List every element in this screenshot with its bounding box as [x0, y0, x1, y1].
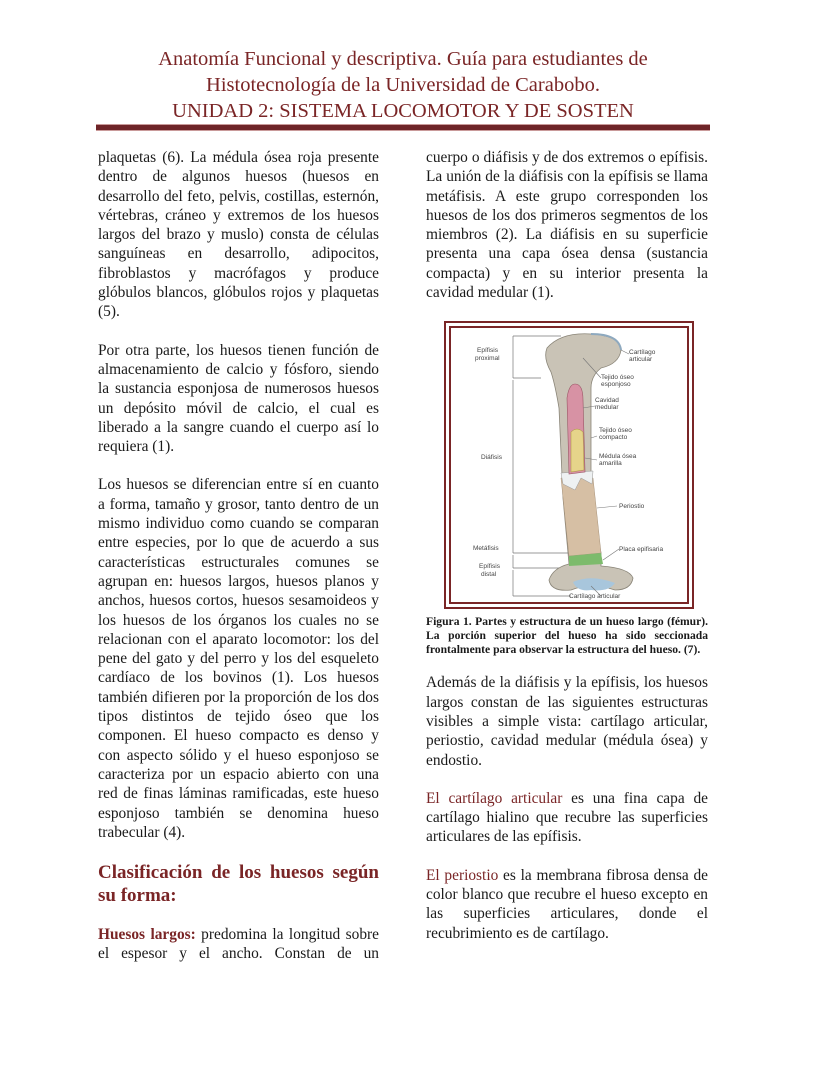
label-epifisis-distal: Epífisis	[479, 563, 500, 571]
label-periostio: Periostio	[619, 503, 645, 511]
figure-frame	[449, 326, 689, 604]
right-column	[426, 148, 708, 962]
label-epifisis-proximal: Epífisis	[477, 347, 498, 355]
section-heading-clasificacion: Clasificación de los huesos según su forma:	[98, 862, 379, 907]
term-cartilago-articular: El cartílago articular	[426, 789, 563, 807]
paragraph-periostio	[426, 866, 708, 943]
svg-text:amarilla: amarilla	[599, 460, 622, 468]
paragraph-almacenamiento-calcio: Por otra parte, los huesos tienen función de almacenamiento de calcio y fósforo, siendo la sustancia esponjosa de numerosos huesos un depósito móvil de calcio, el cual es liberado a la sangre cuando el cuerpo así lo requiera (1).	[98, 341, 379, 456]
header-title-line-2: Histotecnología de la Universidad de Carabobo.	[206, 74, 600, 96]
term-periostio: El periostio	[426, 866, 499, 884]
header-title-line-1: Anatomía Funcional y descriptiva. Guía para estudiantes de	[158, 48, 648, 70]
svg-text:esponjoso: esponjoso	[601, 381, 631, 389]
svg-text:distal: distal	[481, 571, 497, 579]
figure-caption: Figura 1. Partes y estructura de un hueso largo (fémur). La porción superior del hueso ha sido seccionada frontalmente para observar la estructura del hueso. (7).	[426, 615, 708, 657]
paragraph-estructuras-visibles: Además de la diáfisis y la epífisis, los huesos largos constan de las siguientes estructuras visibles a simple vista: cartílago articular, periostio, cavidad medular (médula ósea) y endostio.	[426, 674, 708, 769]
label-medula-amarilla: Médula ósea	[599, 453, 637, 461]
header-unit-title: UNIDAD 2: SISTEMA LOCOMOTOR Y DE SOSTEN	[172, 100, 634, 122]
definition-periostio: es la membrana fibrosa densa de color blanco que recubre el hueso excepto en las superficies articulares, donde el recubrimiento es de cartílago.	[426, 866, 708, 942]
label-tejido-compacto: Tejido óseo	[599, 427, 632, 435]
header-divider	[96, 124, 710, 131]
figure-femur	[444, 321, 694, 609]
paragraph-medula-osea: plaquetas (6). La médula ósea roja presente dentro de algunos huesos (huesos en desarrollo del feto, pelvis, costillas, esternón, vértebras, cráneo y extremos de los huesos largos del brazo y muslo) consta de células sanguíneas en desarrollo, adipocitos, fibroblastos y macrófagos y produce glóbulos blancos, glóbulos rojos y plaquetas (5).	[98, 149, 379, 321]
label-diafisis: Diáfisis	[481, 454, 502, 462]
label-cartilago-articular-distal: Cartílago articular	[569, 593, 621, 601]
paragraph-huesos-largos	[98, 925, 379, 964]
document-header	[96, 46, 710, 124]
term-huesos-largos: Huesos largos:	[98, 926, 196, 944]
svg-text:proximal: proximal	[475, 355, 500, 363]
label-placa-epifisaria: Placa epifisaria	[619, 546, 664, 554]
label-cavidad-medular: Cavidad	[595, 397, 619, 405]
definition-cartilago-articular: es una fina capa de cartílago hialino que recubre las superficies articulares de las epífisis.	[426, 789, 708, 846]
label-cartilago-articular: Cartílago	[629, 349, 656, 357]
femur-diagram	[451, 328, 685, 600]
svg-text:medular: medular	[595, 404, 619, 412]
paragraph-cartilago-articular	[426, 789, 708, 847]
definition-huesos-largos: predomina la longitud sobre el espesor y el ancho. Constan de un	[98, 926, 379, 963]
label-tejido-esponjoso: Tejido óseo	[601, 374, 634, 382]
label-metafisis: Metáfisis	[473, 545, 499, 553]
paragraph-diafisis-epifisis: cuerpo o diáfisis y de dos extremos o epífisis. La unión de la diáfisis con la epífisis se llama metáfisis. A este grupo corresponden los huesos de los dos primeros segmentos de los miembros (2). La diáfisis en su superficie presenta una capa ósea densa (sustancia compacta) y en su interior presenta la cavidad medular (1).	[426, 149, 708, 302]
left-column	[98, 148, 379, 983]
svg-text:articular: articular	[629, 356, 653, 364]
svg-text:compacto: compacto	[599, 434, 628, 442]
paragraph-diferencias-huesos: Los huesos se diferencian entre sí en cuanto a forma, tamaño y grosor, tanto dentro de un mismo individuo como cuando se comparan entre especies, por lo que de acuerdo a sus características estructurales comunes se agrupan en: huesos largos, huesos planos y anchos, huesos cortos, huesos sesamoideos y los huesos de los órganos los cuales no se relacionan con el aparato locomotor: los del pene del gato y del perro y los del esqueleto cardíaco de los bovinos (1). Los huesos también difieren por la proporción de los dos tipos distintos de tejido óseo que los componen. El hueso compacto es denso y con aspecto sólido y el hueso esponjoso se caracteriza por un espacio abierto con una red de finas láminas ramificadas, este hueso esponjoso también se denomina hueso trabecular (4).	[98, 476, 379, 841]
